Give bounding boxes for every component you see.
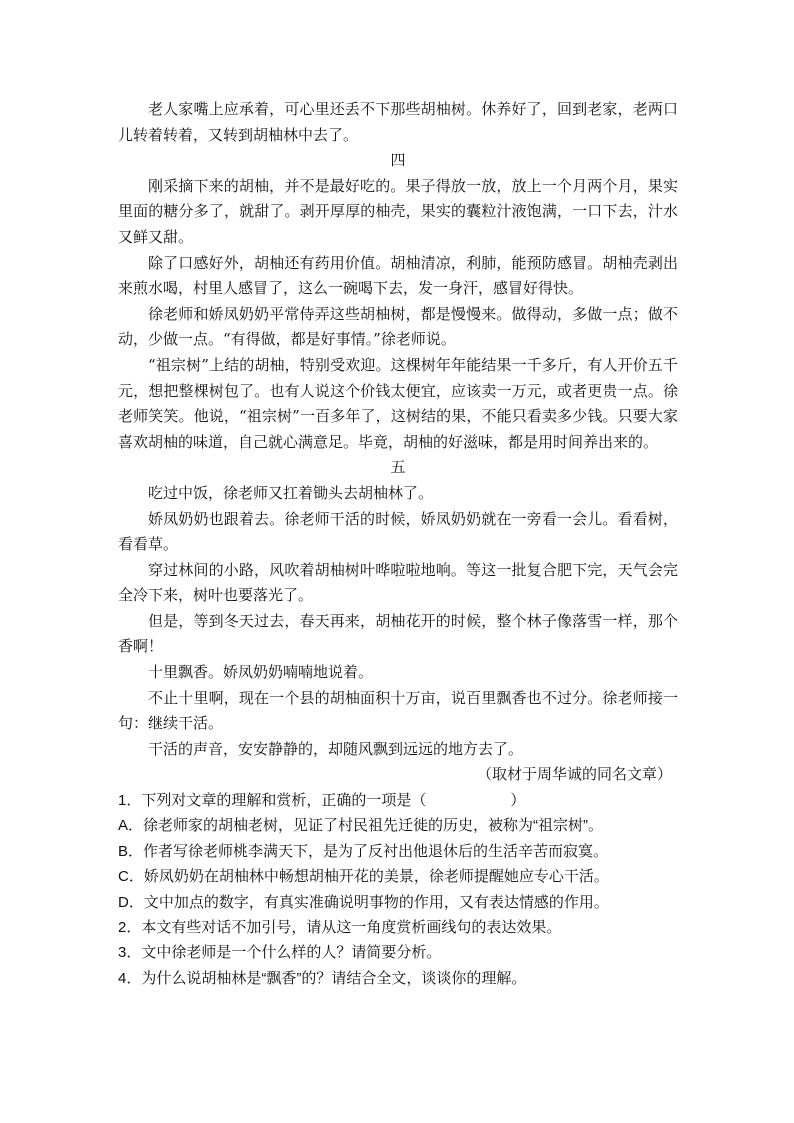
article-paragraph: 十里飘香。娇凤奶奶喃喃地说着。 (148, 663, 374, 682)
question-1-stem: 1．下列对文章的理解和赏析，正确的一项是（ (118, 792, 427, 810)
question-1 (118, 788, 678, 813)
article-paragraph: 徐老师和娇凤奶奶平常侍弄这些胡柚树，都是慢慢来。做得动，多做一点；做不动，少做一点。“有得做，都是好事情。”徐老师说。 (118, 304, 678, 349)
article-paragraph: 娇凤奶奶也跟着去。徐老师干活的时候，娇凤奶奶就在一旁看一会儿。看看树，看看草。 (118, 509, 678, 554)
question-1-option-b: B．作者写徐老师桃李满天下，是为了反衬出他退休后的生活辛苦而寂寞。 (118, 842, 609, 860)
article-paragraph: 老人家嘴上应承着，可心里还丢不下那些胡柚树。休养好了，回到老家，老两口儿转着转着，又转到胡柚林中去了。 (118, 100, 678, 144)
source-citation: （取材于周华诚的同名文章） (476, 765, 672, 784)
article-paragraph: 不止十里啊，现在一个县的胡柚面积十万亩，说百里飘香也不过分。徐老师接一句：继续干活。 (118, 688, 678, 733)
section-heading-four: 四 (390, 151, 406, 170)
question-1-close: ） (510, 792, 526, 810)
question-4: 4．为什么说胡柚林是“飘香”的？请结合全文，谈谈你的理解。 (118, 969, 527, 987)
question-1-option-a: A．徐老师家的胡柚老树，见证了村民祖先迁徙的历史，被称为“祖宗树”。 (118, 817, 603, 835)
article-paragraph: 但是，等到冬天过去，春天再来，胡柚花开的时候，整个林子像落雪一样，那个香啊！ (118, 611, 678, 656)
article-paragraph: 除了口感好外，胡柚还有药用价值。胡柚清凉，利肺，能预防感冒。胡柚壳剥出来煎水喝，村里人感冒了，这么一碗喝下去，发一身汗，感冒好得快。 (118, 253, 678, 298)
article-paragraph: 干活的声音，安安静静的，却随风飘到远远的地方去了。 (148, 739, 524, 758)
question-3: 3．文中徐老师是一个什么样的人？请简要分析。 (118, 944, 442, 962)
article-paragraph: 刚采摘下来的胡柚，并不是最好吃的。果子得放一放，放上一个月两个月，果实里面的糖分多了，就甜了。剥开厚厚的柚壳，果实的囊粒汁液饱满，一口下去，汁水又鲜又甜。 (118, 176, 678, 246)
article-paragraph: 穿过林间的小路，风吹着胡柚树叶哗啦啦地响。等这一批复合肥下完，天气会完全冷下来，树叶也要落光了。 (118, 560, 678, 605)
section-heading-five: 五 (390, 458, 406, 477)
document-page (118, 97, 678, 991)
article-paragraph: “祖宗树”上结的胡柚，特别受欢迎。这棵树年年能结果一千多斤，有人开价五千元，想把整棵树包了。也有人说这个价钱太便宜，应该卖一万元，或者更贵一点。徐老师笑笑。他说，“祖宗树”一百多年了，这树结的果，不能只看卖多少钱。只要大家喜欢胡柚的味道，自己就心满意足。毕竟，胡柚的好滋味，都是用时间养出来的。 (118, 355, 678, 451)
question-1-option-d: D．文中加点的数字，有真实准确说明事物的作用，又有表达情感的作用。 (118, 893, 609, 911)
question-2: 2．本文有些对话不加引号，请从这一角度赏析画线句的表达效果。 (118, 919, 562, 937)
question-1-option-c: C．娇凤奶奶在胡柚林中畅想胡柚开花的美景，徐老师提醒她应专心干活。 (118, 868, 609, 886)
article-paragraph: 吃过中饭，徐老师又扛着锄头去胡柚林了。 (148, 483, 434, 502)
